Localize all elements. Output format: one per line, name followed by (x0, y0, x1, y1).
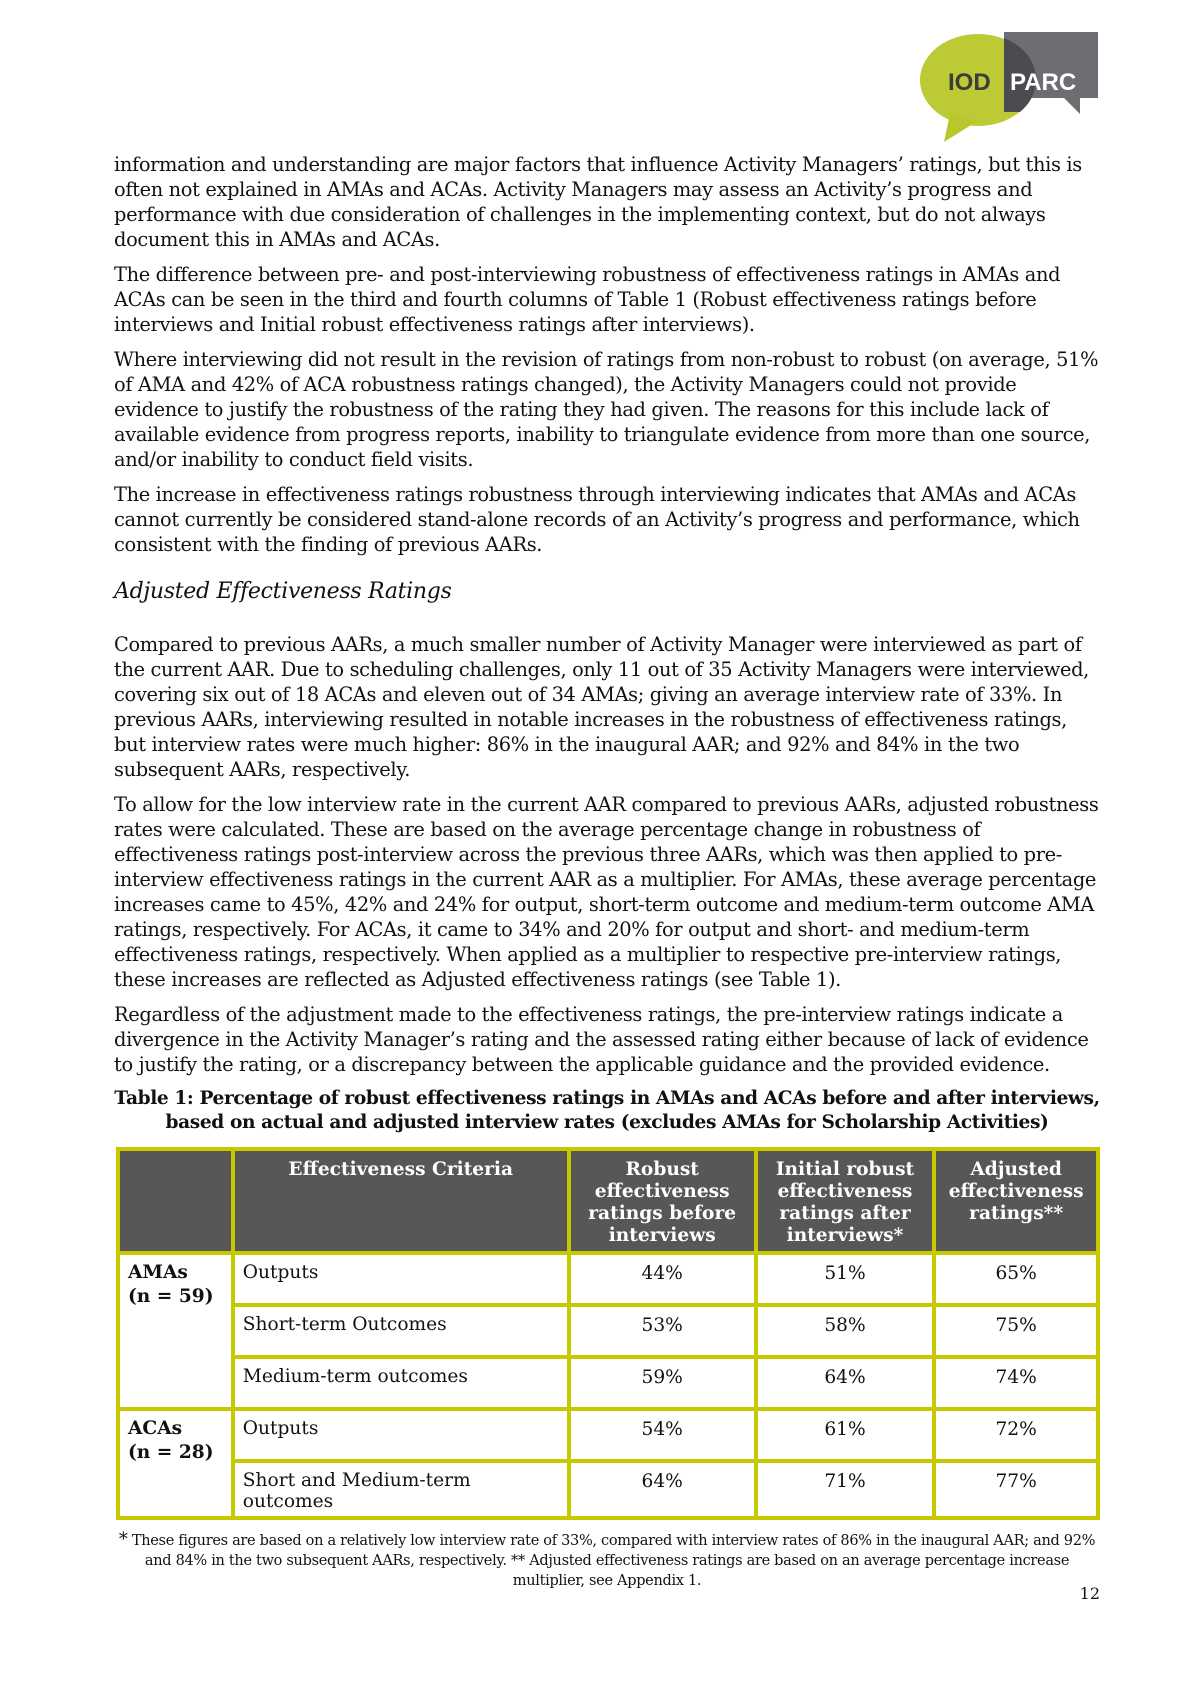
header-after: Initial robust effectiveness ratings after interviews* (756, 1149, 935, 1253)
before-cell: 64% (569, 1461, 756, 1518)
header-group (118, 1149, 233, 1253)
table-footnote (114, 1530, 1100, 1591)
paragraph-1: information and understanding are major factors that influence Activity Managers’ ratings, but this is often not explained in AMAs and ACAs. Activity Managers may assess an Activity’s progress and performance with due consideration of challenges in the implementing context, but do not always document this in AMAs and ACAs. (114, 153, 1082, 251)
logo-word-parc: PARC (1010, 69, 1077, 96)
effectiveness-table (116, 1147, 1100, 1520)
paragraph-3: Where interviewing did not result in the revision of ratings from non-robust to robust (on average, 51% of AMA and 42% of ACA robustness ratings changed), the Activity Managers could not provide evidence to justify the robustness of the rating they had given. The reasons for this include lack of available evidence from progress reports, inability to triangulate evidence from more than one source, and/or inability to conduct field visits. (114, 348, 1099, 471)
criteria-cell: Medium-term outcomes (233, 1357, 569, 1409)
criteria-cell: Short and Medium-term outcomes (233, 1461, 569, 1518)
logo-word-iod: IOD (948, 69, 991, 96)
page-content (114, 152, 1100, 1591)
paragraph-2: The difference between pre- and post-interviewing robustness of effectiveness ratings in AMAs and ACAs can be seen in the third and fourth columns of Table 1 (Robust effectiveness ratings before interviews and Initial robust effectiveness ratings after interviews). (114, 263, 1061, 336)
table-caption (114, 1087, 1100, 1135)
header-adjusted: Adjusted effectiveness ratings** (934, 1149, 1098, 1253)
table-caption-line-2: based on actual and adjusted interview rates (excludes AMAs for Scholarship Activities) (165, 1112, 1049, 1133)
adjusted-cell: 65% (934, 1253, 1098, 1305)
table-row (118, 1409, 1098, 1461)
table-header-row (118, 1149, 1098, 1253)
table-row (118, 1461, 1098, 1518)
header-criteria: Effectiveness Criteria (233, 1149, 569, 1253)
adjusted-cell: 77% (934, 1461, 1098, 1518)
page-number: 12 (1079, 1584, 1100, 1603)
section-paragraph-1: Compared to previous AARs, a much smaller number of Activity Manager were interviewed as part of the current AAR. Due to scheduling challenges, only 11 out of 35 Activity Managers were interviewed, covering six out of 18 ACAs and eleven out of 34 AMAs; giving an average interview rate of 33%. In previous AARs, interviewing resulted in notable increases in the robustness of effectiveness ratings, but interview rates were much higher: 86% in the inaugural AAR; and 92% and 84% in the two subsequent AARs, respectively. (114, 633, 1089, 781)
paragraph-4: The increase in effectiveness ratings robustness through interviewing indicates that AMAs and ACAs cannot currently be considered stand-alone records of an Activity’s progress and performance, which consistent with the finding of previous AARs. (114, 483, 1080, 556)
criteria-cell: Outputs (233, 1253, 569, 1305)
adjusted-cell: 75% (934, 1305, 1098, 1357)
before-cell: 44% (569, 1253, 756, 1305)
adjusted-cell: 74% (934, 1357, 1098, 1409)
table-caption-line-1: Table 1: Percentage of robust effectiveness ratings in AMAs and ACAs before and after interviews, (114, 1088, 1100, 1109)
after-cell: 51% (756, 1253, 935, 1305)
group-acas (118, 1409, 233, 1518)
section-paragraph-3: Regardless of the adjustment made to the effectiveness ratings, the pre-interview ratings indicate a divergence in the Activity Manager’s rating and the assessed rating either because of lack of evidence to justify the rating, or a discrepancy between the applicable guidance and the provided evidence. (114, 1003, 1089, 1076)
group-n: (n = 28) (128, 1442, 214, 1463)
table-row (118, 1357, 1098, 1409)
table-row (118, 1253, 1098, 1305)
section-heading: Adjusted Effectiveness Ratings (114, 579, 452, 604)
criteria-cell: Outputs (233, 1409, 569, 1461)
before-cell: 53% (569, 1305, 756, 1357)
after-cell: 58% (756, 1305, 935, 1357)
header-before: Robust effectiveness ratings before interviews (569, 1149, 756, 1253)
after-cell: 64% (756, 1357, 935, 1409)
logo-graphic (920, 28, 1100, 146)
footnote-text: These figures are based on a relatively low interview rate of 33%, compared with interview rates of 86% in the inaugural AAR; and 92% and 84% in the two subsequent AARs, respectively. ** Adjusted effectiveness ratings are based on an average percentage increase multiplier, see Appendix 1. (127, 1533, 1096, 1589)
criteria-cell: Short-term Outcomes (233, 1305, 569, 1357)
group-amas (118, 1253, 233, 1409)
group-n: (n = 59) (128, 1286, 214, 1307)
after-cell: 71% (756, 1461, 935, 1518)
group-name: ACAs (128, 1418, 183, 1439)
before-cell: 54% (569, 1409, 756, 1461)
iod-parc-logo (920, 28, 1100, 146)
adjusted-cell: 72% (934, 1409, 1098, 1461)
before-cell: 59% (569, 1357, 756, 1409)
after-cell: 61% (756, 1409, 935, 1461)
footnote-star: * (118, 1529, 128, 1550)
table-row (118, 1305, 1098, 1357)
section-paragraph-2: To allow for the low interview rate in the current AAR compared to previous AARs, adjusted robustness rates were calculated. These are based on the average percentage change in robustness of effectiveness ratings post-interview across the previous three AARs, which was then applied to pre-interview effectiveness ratings in the current AAR as a multiplier. For AMAs, these average percentage increases came to 45%, 42% and 24% for output, short-term outcome and medium-term outcome AMA ratings, respectively. For ACAs, it came to 34% and 20% for output and short- and medium-term effectiveness ratings, respectively. When applied as a multiplier to respective pre-interview ratings, these increases are reflected as Adjusted effectiveness ratings (see Table 1). (114, 793, 1099, 991)
group-name: AMAs (128, 1262, 188, 1283)
